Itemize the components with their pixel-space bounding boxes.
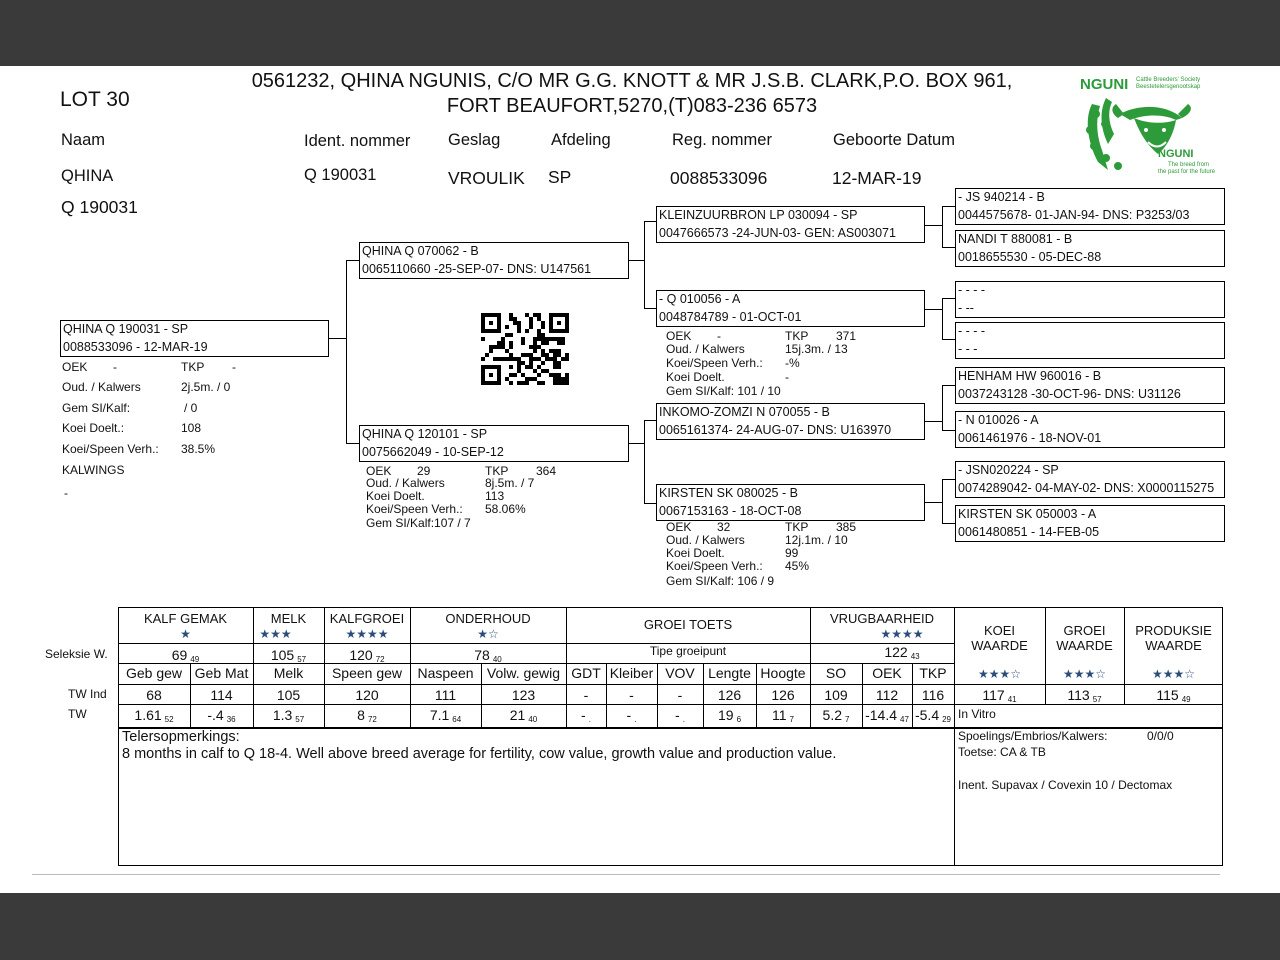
tw-value: 8 $_{72}$: [357, 707, 377, 724]
dd-koei-value: 99: [785, 546, 799, 560]
col-header: Speen gew: [331, 665, 403, 681]
tw-value: 1.61 $_{52}$: [134, 707, 174, 724]
col-header: OEK: [872, 665, 902, 681]
sd-tkp-value: 371: [836, 329, 857, 343]
dd-oud-label: Oud. / Kalwers: [666, 533, 745, 547]
pedigree-name: KIRSTEN SK 050003 - A: [958, 507, 1097, 521]
dam-speen-value: 58.06%: [485, 502, 526, 516]
stars-vrugbaarheid: ★★★★: [880, 627, 924, 641]
twind-produksie-waarde: 115 $_{49}$: [1156, 687, 1191, 704]
sd-gem: Gem SI/Kalf: 101 / 10: [666, 384, 781, 398]
footer-divider: [32, 874, 1220, 875]
col-header: Hoogte: [760, 665, 806, 681]
sd-speen-label: Koei/Speen Verh.:: [666, 356, 763, 370]
self-speen-value: 38.5%: [181, 442, 216, 456]
value-geboorte: 12-MAR-19: [832, 168, 922, 188]
twind-value: 123: [511, 687, 536, 703]
connector: [629, 443, 644, 444]
sd-speen-value: -%: [785, 356, 800, 370]
pedigree-name: QHINA Q 070062 - B: [362, 244, 479, 258]
sel-vrugbaarheid: 122 $_{43}$: [884, 644, 920, 661]
group-melk: MELK: [270, 611, 307, 626]
tw-value: - $_.$: [626, 707, 637, 724]
in-vitro-label: In Vitro: [958, 707, 996, 721]
koei-waarde-2: WAARDE: [971, 638, 1028, 653]
col-header: VOV: [665, 665, 695, 681]
groei-waarde-2: WAARDE: [1056, 638, 1113, 653]
sd-koei-value: -: [785, 370, 789, 384]
group-vrugbaarheid: VRUGBAARHEID: [829, 611, 935, 626]
self-oek-label: OEK: [62, 360, 88, 374]
dd-oek-value: 32: [717, 520, 731, 534]
value-ident-large: Q 190031: [61, 197, 138, 217]
pedigree-reg: 0074289042- 04-MAY-02- DNS: X0000115275: [958, 481, 1215, 495]
connector: [942, 206, 943, 247]
sd-oud-label: Oud. / Kalwers: [666, 342, 745, 356]
logo-tagline-1: The breed from: [1168, 162, 1210, 168]
table-line: [118, 643, 955, 644]
tw-value: 21 $_{40}$: [509, 707, 538, 724]
breeder-line-1: 0561232, QHINA NGUNIS, C/O MR G.G. KNOTT & MR J.S.B. CLARK,P.O. BOX 961,: [251, 70, 1013, 92]
pedigree-dss[interactable]: [955, 367, 1225, 404]
pedigree-reg: 0018655530 - 05-DEC-88: [958, 250, 1102, 264]
self-koei-value: 108: [181, 421, 202, 435]
tw-value: 1.3 $_{57}$: [272, 707, 305, 724]
pedigree-name: HENHAM HW 960016 - B: [958, 369, 1102, 383]
value-naam: QHINA: [61, 167, 114, 185]
pedigree-sire-sire[interactable]: [656, 206, 925, 243]
row-label-twind: TW Ind: [68, 687, 107, 701]
produksie-waarde-1: PRODUKSIE: [1135, 623, 1212, 638]
label-reg: Reg. nommer: [672, 131, 772, 149]
dam-koei-value: 113: [485, 489, 505, 503]
pedigree-sdd[interactable]: [955, 322, 1225, 359]
nguni-logo: [1078, 74, 1216, 178]
groei-waarde-stars: ★★★☆: [1062, 667, 1107, 681]
connector: [942, 479, 956, 480]
connector: [942, 479, 943, 523]
bottom-frame-bar: [0, 893, 1280, 960]
pedigree-name: QHINA Q 190031 - SP: [63, 322, 189, 336]
self-koei-label: Koei Doelt.:: [62, 421, 125, 435]
label-naam: Naam: [61, 131, 106, 149]
dd-oek-label: OEK: [666, 520, 692, 534]
connector: [644, 221, 645, 308]
pedigree-name: QHINA Q 120101 - SP: [362, 427, 488, 441]
groei-waarde-1: GROEI: [1063, 623, 1106, 638]
col-header: Melk: [273, 665, 304, 681]
group-kalfgroei: KALFGROEI: [329, 611, 405, 626]
col-header: Volw. gewig: [486, 665, 561, 681]
pedigree-ddd[interactable]: [955, 505, 1225, 542]
value-geslag: VROULIK: [448, 168, 525, 188]
value-afdeling: SP: [548, 167, 572, 187]
connector: [346, 443, 360, 444]
lot-number: LOT 30: [60, 88, 130, 111]
tw-value: 19 $_6$: [717, 707, 742, 724]
connector: [925, 421, 942, 422]
pedigree-reg: 0065110660 -25-SEP-07- DNS: U147561: [362, 262, 592, 276]
col-header: Kleiber: [609, 665, 654, 681]
pedigree-reg: 0061461976 - 18-NOV-01: [958, 431, 1102, 445]
pedigree-name: - Q 010056 - A: [659, 292, 741, 306]
label-geboorte: Geboorte Datum: [833, 131, 955, 149]
sd-tkp-label: TKP: [785, 329, 809, 343]
breeder-line-2: FORT BEAUFORT,5270,(T)083-236 6573: [446, 95, 818, 117]
tw-value: -14.4 $_{47}$: [865, 707, 909, 724]
connector: [925, 309, 942, 310]
pedigree-reg: 0061480851 - 14-FEB-05: [958, 525, 1100, 539]
inent: Inent. Supavax / Covexin 10 / Dectomax: [958, 778, 1173, 792]
tw-value: -5.4 $_{29}$: [914, 707, 952, 724]
pedigree-reg: 0047666573 -24-JUN-03- GEN: AS003071: [659, 226, 896, 240]
twind-value: -: [677, 687, 683, 703]
self-oud-value: 2j.5m. / 0: [181, 380, 231, 394]
pedigree-sds[interactable]: [955, 281, 1225, 318]
connector: [942, 430, 956, 431]
dd-speen-label: Koei/Speen Verh.:: [666, 559, 763, 573]
pedigree-sire[interactable]: [359, 242, 629, 279]
twind-value: 116: [921, 687, 945, 703]
sd-oek-label: OEK: [666, 329, 692, 343]
twind-value: 126: [771, 687, 795, 703]
stars-kalf-gemak: ★: [180, 627, 191, 641]
connector: [346, 260, 360, 261]
pedigree-name: - JS 940214 - B: [958, 190, 1045, 204]
stars-melk: ★★★: [259, 627, 292, 641]
pedigree-dam[interactable]: [359, 425, 629, 462]
pedigree-dam-sire[interactable]: [656, 403, 925, 440]
dam-oek-value: 29: [417, 464, 431, 478]
self-speen-label: Koei/Speen Verh.:: [62, 442, 159, 456]
col-header: Geb gew: [125, 665, 183, 681]
pedigree-self[interactable]: [60, 320, 329, 357]
remarks-text: 8 months in calf to Q 18-4. Well above breed average for fertility, cow value, growth value and production value.: [122, 746, 837, 762]
dd-koei-label: Koei Doelt.: [666, 546, 725, 560]
self-gem-value: / 0: [184, 401, 198, 415]
pedigree-reg: 0075662049 - 10-SEP-12: [362, 445, 504, 459]
logo-society-1: Cattle Breeders' Society: [1136, 77, 1201, 83]
dam-oek-label: OEK: [366, 464, 392, 478]
group-groei-toets: GROEI TOETS: [643, 617, 733, 632]
connector: [329, 338, 346, 339]
sd-oud-value: 15j.3m. / 13: [785, 342, 848, 356]
pedigree-ssd[interactable]: [955, 230, 1225, 267]
table-line: [118, 684, 1223, 685]
dd-speen-value: 45%: [785, 559, 810, 573]
self-tkp-label: TKP: [181, 360, 205, 374]
sel-onderhoud: 78 $_{40}$: [474, 647, 502, 664]
connector: [644, 420, 645, 503]
sd-oek-value: -: [717, 329, 721, 343]
col-header: SO: [825, 665, 847, 681]
dd-gem: Gem SI/Kalf: 106 / 9: [666, 574, 775, 588]
tw-value: 5.2 $_7$: [822, 707, 850, 724]
pedigree-name: KIRSTEN SK 080025 - B: [659, 486, 798, 500]
label-afdeling: Afdeling: [551, 131, 611, 149]
pedigree-sss[interactable]: [955, 188, 1225, 225]
pedigree-dsd[interactable]: [955, 411, 1225, 448]
pedigree-reg: 0067153163 - 18-OCT-08: [659, 504, 802, 518]
dam-tkp-value: 364: [536, 464, 557, 478]
top-frame-bar: [0, 0, 1280, 66]
produksie-waarde-2: WAARDE: [1145, 638, 1202, 653]
self-tkp-value: -: [232, 360, 236, 374]
tw-value: 11 $_7$: [772, 707, 794, 724]
sel-kalfgroei: 120 $_{72}$: [349, 647, 385, 664]
twind-koei-waarde: 117 $_{41}$: [982, 687, 1017, 704]
twind-value: 114: [210, 687, 233, 703]
pedigree-reg: 0088533096 - 12-MAR-19: [63, 340, 208, 354]
pedigree-name: - - - -: [958, 283, 986, 297]
tw-value: - $_.$: [581, 707, 591, 724]
connector: [942, 298, 943, 339]
koei-waarde-1: KOEI: [983, 623, 1016, 638]
self-kalwings-value: -: [64, 486, 68, 500]
connector: [942, 523, 956, 524]
pedigree-reg: 0048784789 - 01-OCT-01: [659, 310, 802, 324]
connector: [925, 502, 942, 503]
logo-title: NGUNI: [1080, 76, 1129, 93]
self-kalwings-label: KALWINGS: [62, 463, 125, 477]
tw-value: 7.1 $_{64}$: [429, 707, 462, 724]
pedigree-reg: 0065161374- 24-AUG-07- DNS: U163970: [659, 423, 892, 437]
logo-tagline-2: the past for the future: [1158, 169, 1216, 175]
twind-value: 111: [434, 687, 457, 703]
dam-koei-label: Koei Doelt.: [366, 489, 425, 503]
col-header: Naspeen: [417, 665, 474, 681]
col-header: Lengte: [708, 665, 751, 681]
row-label-seleksie: Seleksie W.: [45, 647, 108, 661]
self-oek-value: -: [113, 360, 117, 374]
dd-tkp-label: TKP: [785, 520, 809, 534]
dam-gem: Gem SI/Kalf:107 / 7: [366, 516, 471, 530]
group-onderhoud: ONDERHOUD: [445, 611, 531, 626]
twind-groei-waarde: 113 $_{57}$: [1067, 687, 1102, 704]
pedigree-reg: 0037243128 -30-OCT-96- DNS: U31126: [958, 387, 1181, 401]
value-reg: 0088533096: [670, 168, 768, 188]
col-header: Geb Mat: [194, 665, 249, 681]
dd-tkp-value: 385: [836, 520, 857, 534]
koei-waarde-stars: ★★★☆: [977, 667, 1022, 681]
table-line: [118, 704, 1223, 705]
pedigree-dam-dam[interactable]: [656, 484, 925, 521]
spoelings-value: 0/0/0: [1147, 729, 1174, 743]
label-ident: Ident. nommer: [304, 132, 411, 150]
toetse: Toetse: CA & TB: [958, 745, 1046, 759]
sd-koei-label: Koei Doelt.: [666, 370, 725, 384]
logo-brand: NGUNI: [1158, 148, 1194, 160]
label-geslag: Geslag: [448, 131, 501, 149]
pedigree-reg: - --: [958, 301, 974, 315]
pedigree-name: INKOMO-ZOMZI N 070055 - B: [659, 405, 830, 419]
connector: [942, 247, 956, 248]
connector: [942, 206, 956, 207]
pedigree-name: - - - -: [958, 324, 986, 338]
twind-value: 109: [824, 687, 848, 703]
dam-oud-label: Oud. / Kalwers: [366, 476, 445, 490]
twind-value: -: [583, 687, 589, 703]
dd-oud-value: 12j.1m. / 10: [785, 533, 848, 547]
tw-value: -.4 $_{36}$: [207, 707, 236, 724]
twind-value: 126: [717, 687, 742, 703]
row-label-tw: TW: [68, 707, 87, 721]
self-oud-label: Oud. / Kalwers: [62, 380, 141, 394]
pedigree-name: NANDI T 880081 - B: [958, 232, 1073, 246]
group-kalf-gemak: KALF GEMAK: [143, 611, 228, 626]
tw-value: - $_.$: [675, 707, 685, 724]
sel-kalf-gemak: 69 $_{49}$: [171, 647, 200, 664]
connector: [942, 298, 956, 299]
dam-oud-value: 8j.5m. / 7: [485, 476, 535, 490]
spoelings-label: Spoelings/Embrios/Kalwers:: [958, 729, 1108, 743]
connector: [942, 339, 956, 340]
value-ident: Q 190031: [304, 166, 377, 184]
dam-speen-label: Koei/Speen Verh.:: [366, 502, 463, 516]
pedigree-sire-dam[interactable]: [656, 290, 925, 327]
pedigree-name: - JSN020224 - SP: [958, 463, 1059, 477]
twind-value: 112: [875, 687, 899, 703]
dam-tkp-label: TKP: [485, 464, 509, 478]
pedigree-dds[interactable]: [955, 461, 1225, 498]
remarks-title: Telersopmerkings:: [122, 729, 240, 745]
sel-groei-toets: Tipe groeipunt: [649, 644, 727, 658]
stars-kalfgroei: ★★★★: [345, 627, 389, 641]
logo-society-2: Beestetelersgenootskap: [1136, 84, 1201, 90]
self-gem-label: Gem SI/Kalf:: [62, 401, 131, 415]
twind-value: -: [629, 687, 634, 703]
pedigree-reg: - - -: [958, 342, 978, 356]
connector: [942, 385, 956, 386]
pedigree-name: - N 010026 - A: [958, 413, 1039, 427]
qr-code-icon[interactable]: [481, 313, 569, 385]
col-header: TKP: [919, 665, 947, 681]
col-header: GDT: [571, 665, 601, 681]
twind-value: 120: [355, 687, 379, 703]
pedigree-reg: 0044575678- 01-JAN-94- DNS: P3253/03: [958, 208, 1190, 222]
stars-onderhoud: ★☆: [477, 627, 499, 641]
sel-melk: 105 $_{57}$: [270, 647, 307, 664]
connector: [925, 225, 942, 226]
connector: [629, 260, 644, 261]
connector: [346, 260, 347, 443]
connector: [942, 385, 943, 430]
twind-value: 68: [146, 687, 162, 703]
pedigree-name: KLEINZUURBRON LP 030094 - SP: [659, 208, 858, 222]
produksie-waarde-stars: ★★★☆: [1151, 667, 1196, 681]
twind-value: 105: [276, 687, 301, 703]
